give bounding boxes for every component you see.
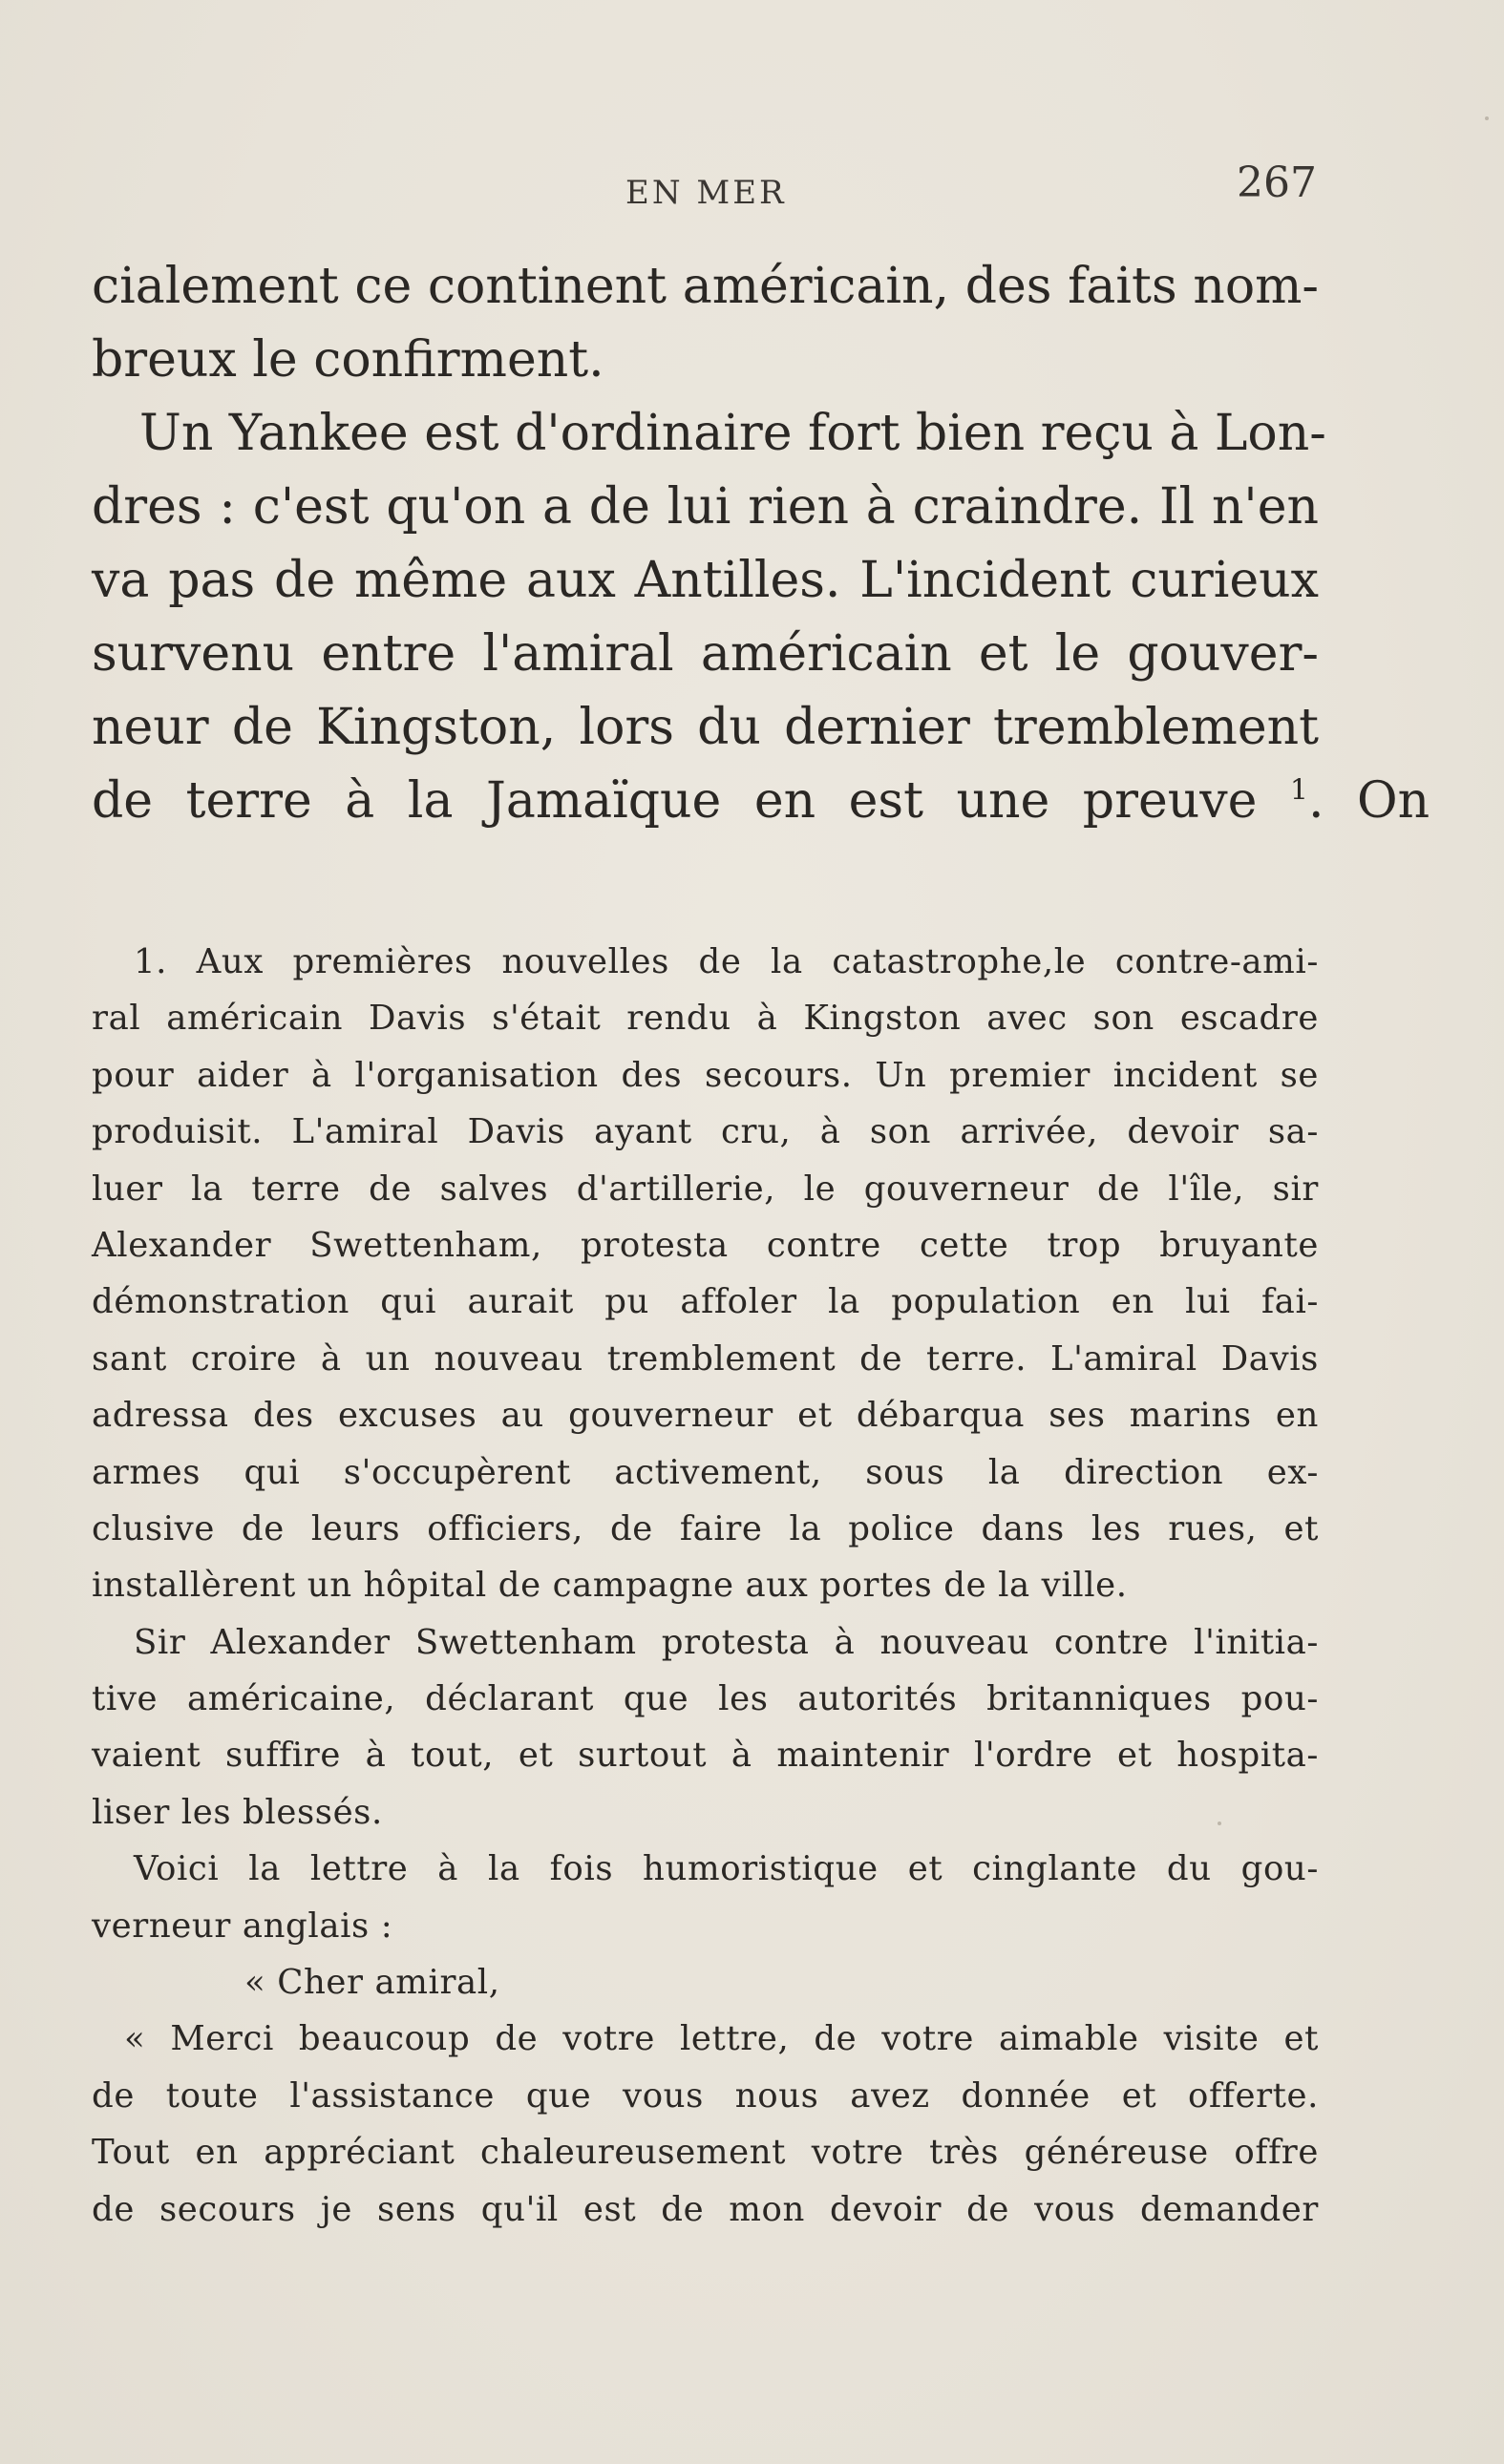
footnote-line: de secours je sens qu'il est de mon devoir de vous demander [92, 2189, 1319, 2229]
footnote-line: adressa des excuses au gouverneur et débarqua ses marins en [92, 1396, 1319, 1436]
footnote-line: Voici la lettre à la fois humoristique et cinglante du gou- [134, 1849, 1319, 1889]
footnote-line: liser les blessés. [92, 1792, 383, 1832]
text-line-with-note-ref [92, 765, 1430, 838]
paper-speck [1485, 116, 1489, 120]
text-line: breux le confirment. [92, 331, 604, 389]
page-number: 267 [1237, 158, 1317, 207]
footnote-reference[interactable]: 1 [1289, 773, 1308, 808]
footnote-line: Tout en appréciant chaleureusement votre très généreuse offre [92, 2133, 1319, 2173]
footnote-line: clusive de leurs officiers, de faire la police dans les rues, et [92, 1508, 1319, 1548]
text-segment: . On [1307, 772, 1430, 830]
letter-salutation: « Cher amiral, [244, 1963, 500, 2003]
footnote-line: « Merci beaucoup de votre lettre, de votre aimable visite et [124, 2019, 1319, 2059]
footnote-line: ral américain Davis s'était rendu à Kingston avec son escadre [92, 999, 1319, 1039]
text-line: Un Yankee est d'ordinaire fort bien reçu à Lon- [139, 405, 1326, 462]
text-line: va pas de même aux Antilles. L'incident curieux [92, 552, 1319, 609]
text-line: dres : c'est qu'on a de lui rien à craindre. Il n'en [92, 478, 1319, 536]
footnote-line: tive américaine, déclarant que les autorités britanniques pou- [92, 1679, 1319, 1719]
footnote-line: verneur anglais : [92, 1906, 393, 1946]
footnote-line: Alexander Swettenham, protesta contre cette trop bruyante [92, 1225, 1319, 1265]
footnote-line: pour aider à l'organisation des secours. Un premier incident se [92, 1055, 1319, 1095]
text-line: neur de Kingston, lors du dernier tremblement [92, 699, 1319, 756]
footnote-line: sant croire à un nouveau tremblement de terre. L'amiral Davis [92, 1338, 1319, 1379]
paper-speck [1218, 1822, 1221, 1825]
footnote-line: installèrent un hôpital de campagne aux portes de la ville. [92, 1566, 1128, 1606]
footnote-line: luer la terre de salves d'artillerie, le gouverneur de l'île, sir [92, 1169, 1319, 1209]
text-segment: de terre à la Jamaïque en est une preuve [92, 772, 1258, 830]
text-line: cialement ce continent américain, des faits nom- [92, 258, 1319, 315]
footnote [92, 934, 1319, 2238]
footnote-line: de toute l'assistance que vous nous avez donnée et offerte. [92, 2075, 1319, 2116]
footnote-line: armes qui s'occupèrent activement, sous la direction ex- [92, 1452, 1319, 1492]
footnote-line: démonstration qui aurait pu affoler la population en lui fai- [92, 1282, 1319, 1322]
footnote-line: vaient suffire à tout, et surtout à maintenir l'ordre et hospita- [92, 1736, 1319, 1776]
footnote-line: 1. Aux premières nouvelles de la catastrophe,le contre-ami- [134, 942, 1319, 981]
main-text [92, 250, 1430, 838]
running-head: EN MER [625, 174, 787, 212]
footnote-line: Sir Alexander Swettenham protesta à nouveau contre l'initia- [134, 1622, 1319, 1662]
text-line: survenu entre l'amiral américain et le gouver- [92, 625, 1319, 683]
footnote-line: produisit. L'amiral Davis ayant cru, à son arrivée, devoir sa- [92, 1112, 1319, 1152]
